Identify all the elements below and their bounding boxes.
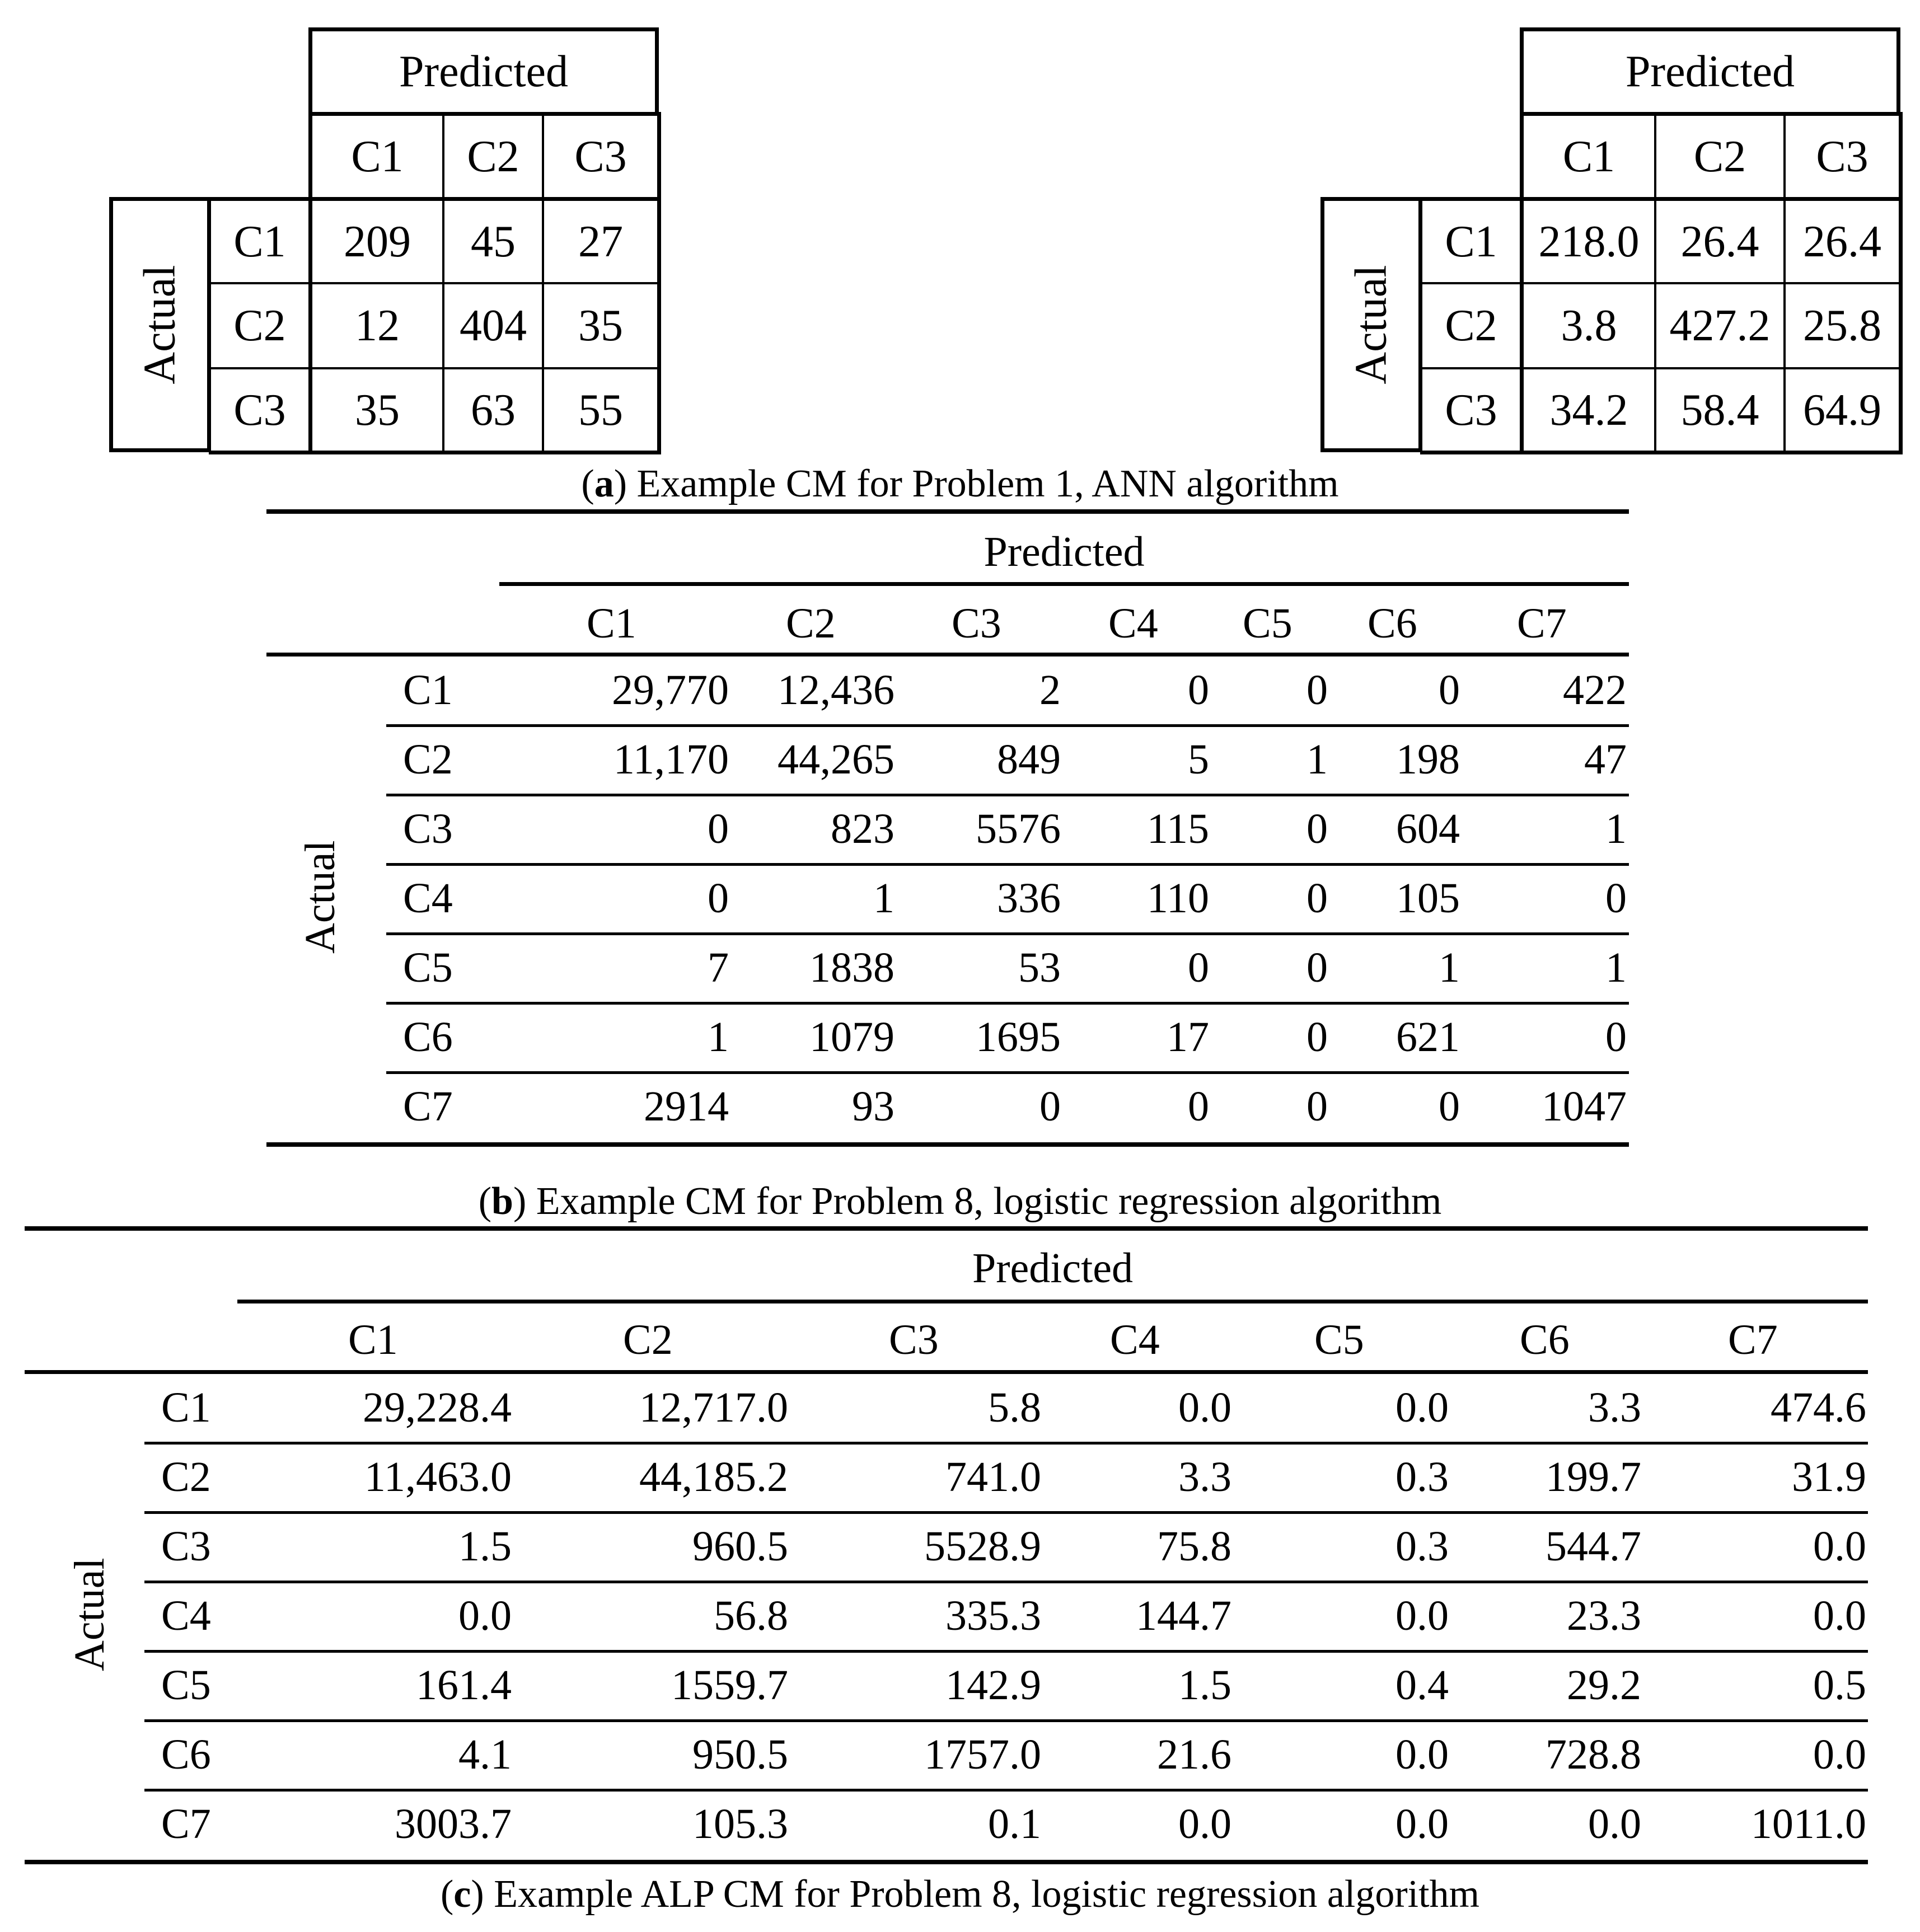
- column-header: C1: [308, 112, 444, 199]
- row-separator: [144, 1581, 1868, 1583]
- matrix-cell: 1: [1605, 944, 1627, 991]
- column-header: C3: [952, 600, 1001, 647]
- matrix-cell: 1: [1439, 944, 1460, 991]
- matrix-cell: 427.2: [1654, 282, 1786, 369]
- matrix-cell: 0: [1188, 667, 1209, 714]
- matrix-cell: 0.0: [1395, 1800, 1449, 1847]
- matrix-cell: 105: [1396, 875, 1460, 922]
- matrix-cell: 1: [1306, 736, 1328, 783]
- matrix-cell: 0.0: [1178, 1384, 1231, 1431]
- top-rule: [266, 509, 1629, 514]
- matrix-cell: 5.8: [988, 1384, 1041, 1431]
- matrix-cell: 17: [1167, 1014, 1209, 1061]
- row-separator: [386, 1071, 1629, 1074]
- matrix-cell: 1047: [1542, 1083, 1627, 1130]
- column-header: C2: [1654, 112, 1786, 199]
- matrix-cell: 0.4: [1395, 1662, 1449, 1709]
- column-header: C3: [542, 112, 661, 199]
- matrix-cell: 21.6: [1157, 1731, 1231, 1778]
- matrix-cell: 35: [308, 367, 444, 454]
- matrix-cell: 0: [1306, 875, 1328, 922]
- matrix-cell: 960.5: [692, 1523, 788, 1570]
- matrix-cell: 0: [708, 875, 729, 922]
- predicted-cmidrule: [237, 1300, 1868, 1303]
- matrix-cell: 1: [708, 1014, 729, 1061]
- matrix-cell: 11,463.0: [364, 1453, 512, 1500]
- column-header: C6: [1368, 600, 1417, 647]
- matrix-cell: 1079: [809, 1014, 895, 1061]
- matrix-cell: 63: [442, 367, 544, 454]
- matrix-cell: 23.3: [1567, 1592, 1641, 1639]
- matrix-cell: 26.4: [1783, 197, 1903, 284]
- row-header: C1: [403, 667, 453, 714]
- matrix-cell: 56.8: [714, 1592, 788, 1639]
- matrix-cell: 198: [1396, 736, 1460, 783]
- panel-a-caption: (a) Example CM for Problem 1, ANN algorithm: [581, 462, 1339, 505]
- row-header: C6: [161, 1731, 211, 1778]
- matrix-cell: 0: [1306, 1014, 1328, 1061]
- matrix-cell: 604: [1396, 805, 1460, 852]
- matrix-cell: 5528.9: [924, 1523, 1041, 1570]
- matrix-cell: 0: [1605, 875, 1627, 922]
- row-header: C3: [161, 1523, 211, 1570]
- matrix-cell: 0.0: [458, 1592, 512, 1639]
- matrix-cell: 44,265: [778, 736, 895, 783]
- matrix-cell: 0.3: [1395, 1523, 1449, 1570]
- matrix-cell: 3.8: [1520, 282, 1656, 369]
- matrix-cell: 142.9: [945, 1662, 1041, 1709]
- mid-rule: [266, 653, 1629, 656]
- row-header: C6: [403, 1014, 453, 1061]
- matrix-cell: 29,770: [612, 667, 729, 714]
- column-header: C2: [623, 1316, 673, 1363]
- matrix-cell: 29.2: [1567, 1662, 1641, 1709]
- actual-label: Actual: [297, 840, 344, 954]
- matrix-cell: 0: [1306, 1083, 1328, 1130]
- column-header: C7: [1728, 1316, 1778, 1363]
- actual-label: Actual: [66, 1557, 113, 1671]
- actual-label: Actual: [135, 265, 185, 384]
- bottom-rule: [25, 1860, 1868, 1864]
- matrix-cell: 2914: [644, 1083, 729, 1130]
- row-header: C2: [161, 1453, 211, 1500]
- matrix-cell: 27: [542, 197, 661, 284]
- matrix-cell: 0: [1188, 1083, 1209, 1130]
- row-header: C4: [161, 1592, 211, 1639]
- bottom-rule: [266, 1142, 1629, 1147]
- matrix-cell: 0.3: [1395, 1453, 1449, 1500]
- matrix-cell: 404: [442, 282, 544, 369]
- column-header: C3: [889, 1316, 939, 1363]
- row-header: C2: [1420, 282, 1522, 369]
- matrix-cell: 75.8: [1157, 1523, 1231, 1570]
- matrix-cell: 115: [1146, 805, 1209, 852]
- matrix-cell: 12: [308, 282, 444, 369]
- caption-text: Example CM for Problem 8, logistic regression algorithm: [526, 1180, 1442, 1223]
- matrix-cell: 0: [1306, 944, 1328, 991]
- row-header: C7: [161, 1800, 211, 1847]
- matrix-cell: 25.8: [1783, 282, 1903, 369]
- matrix-cell: 0.0: [1178, 1800, 1231, 1847]
- caption-letter: c: [453, 1873, 471, 1916]
- row-separator: [144, 1442, 1868, 1445]
- matrix-cell: 1.5: [1178, 1662, 1231, 1709]
- top-rule: [25, 1226, 1868, 1231]
- predicted-header: Predicted: [308, 27, 659, 116]
- row-header: C3: [1420, 367, 1522, 454]
- matrix-cell: 7: [708, 944, 729, 991]
- matrix-cell: 0.0: [1813, 1523, 1866, 1570]
- matrix-cell: 144.7: [1136, 1592, 1231, 1639]
- matrix-cell: 0: [1039, 1083, 1061, 1130]
- matrix-cell: 0.5: [1813, 1662, 1866, 1709]
- matrix-cell: 0.0: [1395, 1384, 1449, 1431]
- matrix-cell: 1: [873, 875, 895, 922]
- actual-label: Actual: [1347, 265, 1396, 384]
- matrix-cell: 35: [542, 282, 661, 369]
- row-header: C2: [403, 736, 453, 783]
- matrix-cell: 0: [1306, 667, 1328, 714]
- matrix-cell: 53: [1018, 944, 1061, 991]
- matrix-cell: 0: [1306, 805, 1328, 852]
- matrix-cell: 199.7: [1546, 1453, 1641, 1500]
- matrix-cell: 1.5: [458, 1523, 512, 1570]
- column-header: C4: [1108, 600, 1158, 647]
- matrix-cell: 4.1: [458, 1731, 512, 1778]
- matrix-cell: 1559.7: [671, 1662, 788, 1709]
- row-header: C2: [209, 282, 311, 369]
- matrix-cell: 64.9: [1783, 367, 1903, 454]
- matrix-cell: 336: [997, 875, 1061, 922]
- matrix-cell: 218.0: [1520, 197, 1656, 284]
- matrix-cell: 0.0: [1813, 1592, 1866, 1639]
- column-header: C5: [1314, 1316, 1364, 1363]
- matrix-cell: 34.2: [1520, 367, 1656, 454]
- column-header: C7: [1517, 600, 1567, 647]
- caption-letter: a: [594, 462, 614, 505]
- matrix-cell: 0: [708, 805, 729, 852]
- matrix-cell: 2: [1039, 667, 1061, 714]
- matrix-cell: 823: [831, 805, 895, 852]
- matrix-cell: 12,436: [778, 667, 895, 714]
- matrix-cell: 0.1: [988, 1800, 1041, 1847]
- matrix-cell: 0: [1439, 1083, 1460, 1130]
- matrix-cell: 58.4: [1654, 367, 1786, 454]
- column-header: C4: [1110, 1316, 1160, 1363]
- column-header: C2: [442, 112, 544, 199]
- row-separator: [386, 863, 1629, 866]
- matrix-cell: 5: [1188, 736, 1209, 783]
- matrix-cell: 0.0: [1395, 1592, 1449, 1639]
- matrix-cell: 1695: [976, 1014, 1061, 1061]
- matrix-cell: 0: [1188, 944, 1209, 991]
- matrix-cell: 3.3: [1178, 1453, 1231, 1500]
- mid-rule: [25, 1370, 1868, 1374]
- row-header: C4: [403, 875, 453, 922]
- matrix-cell: 422: [1563, 667, 1627, 714]
- matrix-cell: 1: [1605, 805, 1627, 852]
- matrix-cell: 0.0: [1813, 1731, 1866, 1778]
- matrix-cell: 849: [997, 736, 1061, 783]
- matrix-cell: 474.6: [1771, 1384, 1866, 1431]
- matrix-cell: 110: [1146, 875, 1209, 922]
- matrix-cell: 209: [308, 197, 444, 284]
- matrix-cell: 105.3: [692, 1800, 788, 1847]
- matrix-cell: 5576: [976, 805, 1061, 852]
- matrix-cell: 544.7: [1546, 1523, 1641, 1570]
- row-header: C1: [1420, 197, 1522, 284]
- matrix-cell: 621: [1396, 1014, 1460, 1061]
- column-header: C1: [1520, 112, 1656, 199]
- matrix-cell: 93: [852, 1083, 895, 1130]
- row-header: C1: [209, 197, 311, 284]
- row-separator: [144, 1789, 1868, 1792]
- matrix-cell: 0.0: [1395, 1731, 1449, 1778]
- matrix-cell: 1757.0: [924, 1731, 1041, 1778]
- row-separator: [386, 724, 1629, 727]
- matrix-cell: 3.3: [1588, 1384, 1641, 1431]
- predicted-header: Predicted: [972, 1245, 1133, 1292]
- predicted-header: Predicted: [1520, 27, 1900, 116]
- matrix-cell: 44,185.2: [639, 1453, 788, 1500]
- matrix-cell: 0.0: [1588, 1800, 1641, 1847]
- matrix-cell: 45: [442, 197, 544, 284]
- matrix-cell: 1011.0: [1750, 1800, 1866, 1847]
- matrix-cell: 0: [1605, 1014, 1627, 1061]
- column-header: C2: [786, 600, 836, 647]
- row-header: C3: [403, 805, 453, 852]
- matrix-cell: 0: [1439, 667, 1460, 714]
- row-separator: [386, 794, 1629, 796]
- predicted-cmidrule: [499, 582, 1629, 586]
- matrix-cell: 728.8: [1546, 1731, 1641, 1778]
- matrix-cell: 31.9: [1792, 1453, 1866, 1500]
- matrix-cell: 29,228.4: [363, 1384, 512, 1431]
- row-header: C3: [209, 367, 311, 454]
- column-header: C3: [1783, 112, 1903, 199]
- matrix-cell: 11,170: [613, 736, 729, 783]
- row-separator: [144, 1719, 1868, 1722]
- row-header: C7: [403, 1083, 453, 1130]
- row-header: C5: [403, 944, 453, 991]
- column-header: C1: [348, 1316, 398, 1363]
- column-header: C1: [587, 600, 636, 647]
- row-header: C1: [161, 1384, 211, 1431]
- predicted-header: Predicted: [984, 528, 1145, 575]
- matrix-cell: 55: [542, 367, 661, 454]
- matrix-cell: 161.4: [416, 1662, 512, 1709]
- row-separator: [386, 1002, 1629, 1005]
- panel-c-caption: (c) Example ALP CM for Problem 8, logistic regression algorithm: [440, 1873, 1479, 1916]
- matrix-cell: 335.3: [945, 1592, 1041, 1639]
- matrix-cell: 3003.7: [395, 1800, 512, 1847]
- row-separator: [144, 1650, 1868, 1653]
- column-header: C5: [1243, 600, 1293, 647]
- row-header: C5: [161, 1662, 211, 1709]
- caption-text: Example CM for Problem 1, ANN algorithm: [627, 462, 1339, 505]
- caption-text: Example ALP CM for Problem 8, logistic regression algorithm: [484, 1873, 1479, 1916]
- panel-b-caption: (b) Example CM for Problem 8, logistic regression algorithm: [478, 1180, 1442, 1223]
- matrix-cell: 950.5: [692, 1731, 788, 1778]
- column-header: C6: [1520, 1316, 1570, 1363]
- matrix-cell: 12,717.0: [639, 1384, 788, 1431]
- matrix-cell: 1838: [809, 944, 895, 991]
- actual-header: [1320, 197, 1422, 452]
- row-separator: [144, 1511, 1868, 1514]
- actual-header: [109, 197, 211, 452]
- caption-letter: b: [491, 1180, 513, 1223]
- matrix-cell: 741.0: [945, 1453, 1041, 1500]
- matrix-cell: 26.4: [1654, 197, 1786, 284]
- row-separator: [386, 932, 1629, 935]
- matrix-cell: 47: [1584, 736, 1627, 783]
